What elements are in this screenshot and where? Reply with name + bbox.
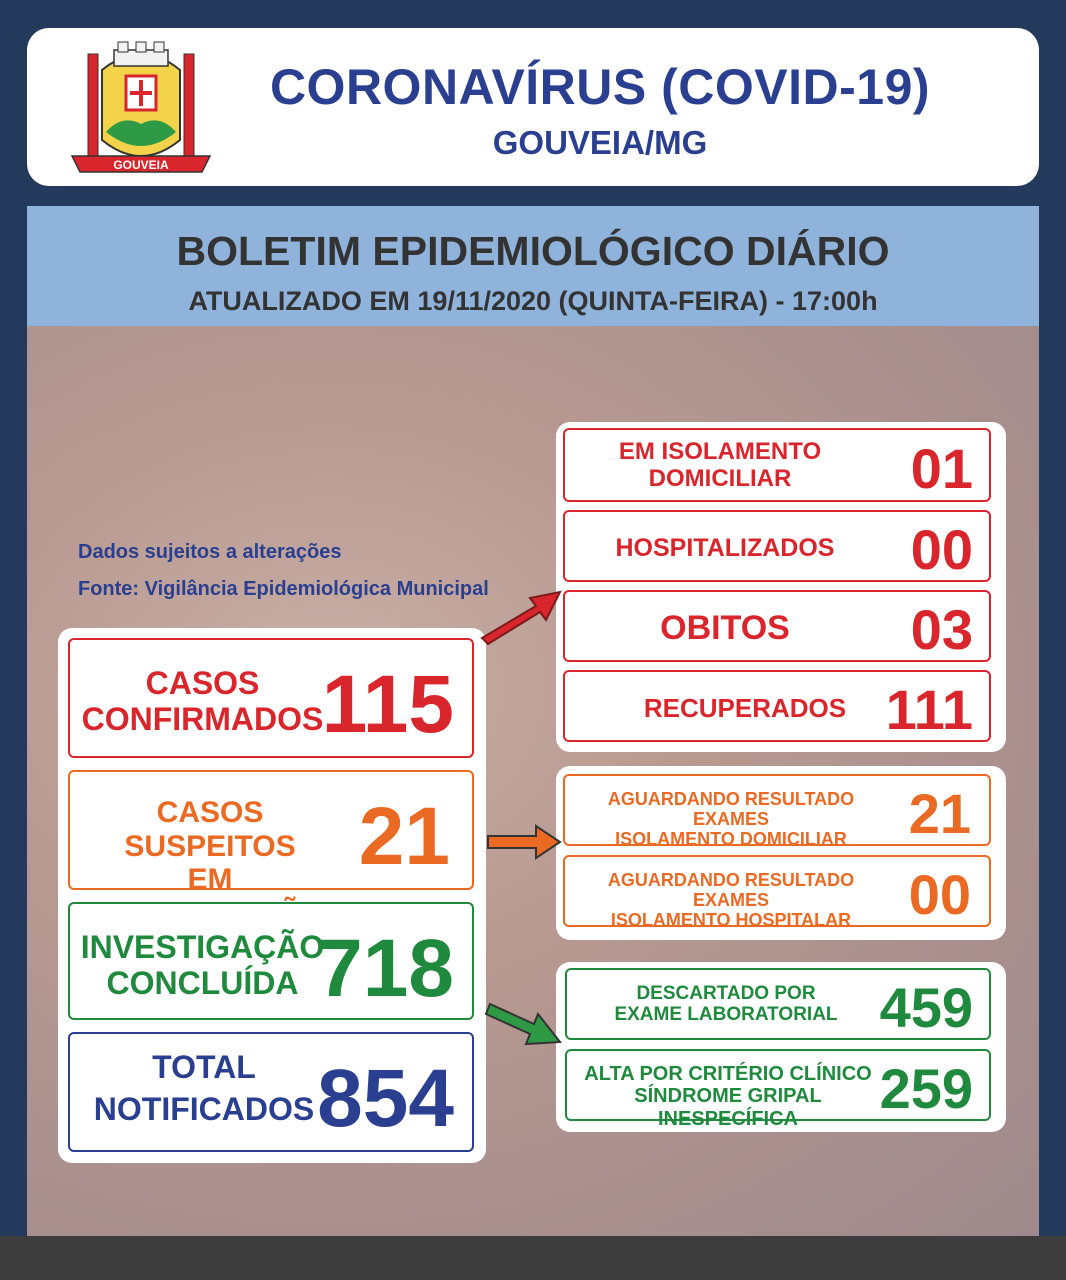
discharge-label-1: ALTA POR CRITÉRIO CLÍNICO: [584, 1063, 872, 1085]
home-isolation-label-1: EM ISOLAMENTO: [618, 438, 822, 465]
confirmed-cases-box: [68, 638, 474, 758]
awaiting-hospital-value: 00: [908, 863, 971, 926]
awaiting-home-isolation-box: [563, 774, 991, 850]
discharge-value: 259: [879, 1057, 973, 1120]
discharge-label-2: SÍNDROME GRIPAL INESPECÍFICA: [634, 1085, 822, 1130]
suspected-label-2: EM: [187, 863, 233, 897]
clinical-discharge-box: [565, 1049, 991, 1130]
city-coat-of-arms-logo: [62, 40, 220, 180]
bulletin-updated: ATUALIZADO EM 19/11/2020 (QUINTA-FEIRA) - 17:00h: [188, 286, 878, 316]
green-arrow-icon: [484, 996, 564, 1052]
concluded-label-2: CONCLUÍDA: [106, 964, 299, 1001]
page-subtitle: GOUVEIA/MG: [492, 124, 708, 161]
home-isolation-value: 01: [910, 437, 973, 500]
deaths-box: [563, 590, 991, 662]
awaiting-hospital-label-2: ISOLAMENTO HOSPITALAR: [610, 910, 852, 931]
orange-arrow-icon: [484, 822, 564, 862]
discarded-label-1: DESCARTADO POR: [636, 983, 816, 1004]
total-value: 854: [317, 1053, 454, 1144]
home-isolation-box: [563, 428, 991, 502]
suspected-value: 21: [358, 791, 450, 882]
awaiting-hospital-label-1: AGUARDANDO RESULTADO EXAMES: [607, 870, 855, 911]
discarded-label-2: EXAME LABORATORIAL: [614, 1004, 838, 1026]
concluded-label-1: INVESTIGAÇÃO: [80, 929, 325, 965]
hospitalized-box: [563, 510, 991, 582]
total-label-2: NOTIFICADOS: [93, 1090, 315, 1127]
disclaimer-note: Dados sujeitos a alterações: [78, 541, 342, 563]
awaiting-home-label-1: AGUARDANDO RESULTADO EXAMES: [607, 789, 855, 830]
recovered-value: 111: [885, 678, 973, 741]
awaiting-hospital-isolation-box: [563, 855, 991, 931]
suspected-cases-box: [68, 770, 474, 897]
footer-bar: [0, 1236, 1066, 1280]
source-note: Fonte: Vigilância Epidemiológica Municipal: [78, 578, 489, 600]
total-notified-box: [68, 1032, 474, 1152]
deaths-value: 03: [910, 598, 973, 661]
bulletin-title: BOLETIM EPIDEMIOLÓGICO DIÁRIO: [176, 228, 890, 274]
recovered-box: [563, 670, 991, 742]
awaiting-home-value: 21: [908, 782, 971, 845]
suspected-label-1: CASOS SUSPEITOS: [124, 796, 296, 863]
bulletin-band: [27, 206, 1039, 326]
hospitalized-value: 00: [910, 518, 973, 581]
concluded-value: 718: [317, 923, 454, 1014]
discarded-lab-box: [565, 968, 991, 1040]
discarded-value: 459: [879, 976, 973, 1039]
confirmed-label-1: CASOS: [145, 665, 260, 701]
home-isolation-label-2: DOMICILIAR: [648, 464, 792, 492]
svg-text:GOUVEIA: GOUVEIA: [113, 158, 169, 172]
hospitalized-label: HOSPITALIZADOS: [615, 534, 835, 562]
confirmed-label-2: CONFIRMADOS: [81, 700, 324, 737]
concluded-investigation-box: [68, 902, 474, 1020]
total-label-1: TOTAL: [152, 1049, 256, 1085]
red-arrow-icon: [476, 586, 566, 646]
recovered-label: RECUPERADOS: [643, 693, 847, 723]
page-title: CORONAVÍRUS (COVID-19): [269, 59, 931, 115]
awaiting-home-label-2: ISOLAMENTO DOMICILIAR: [615, 829, 847, 850]
deaths-label: OBITOS: [660, 609, 790, 647]
confirmed-value: 115: [321, 659, 454, 750]
